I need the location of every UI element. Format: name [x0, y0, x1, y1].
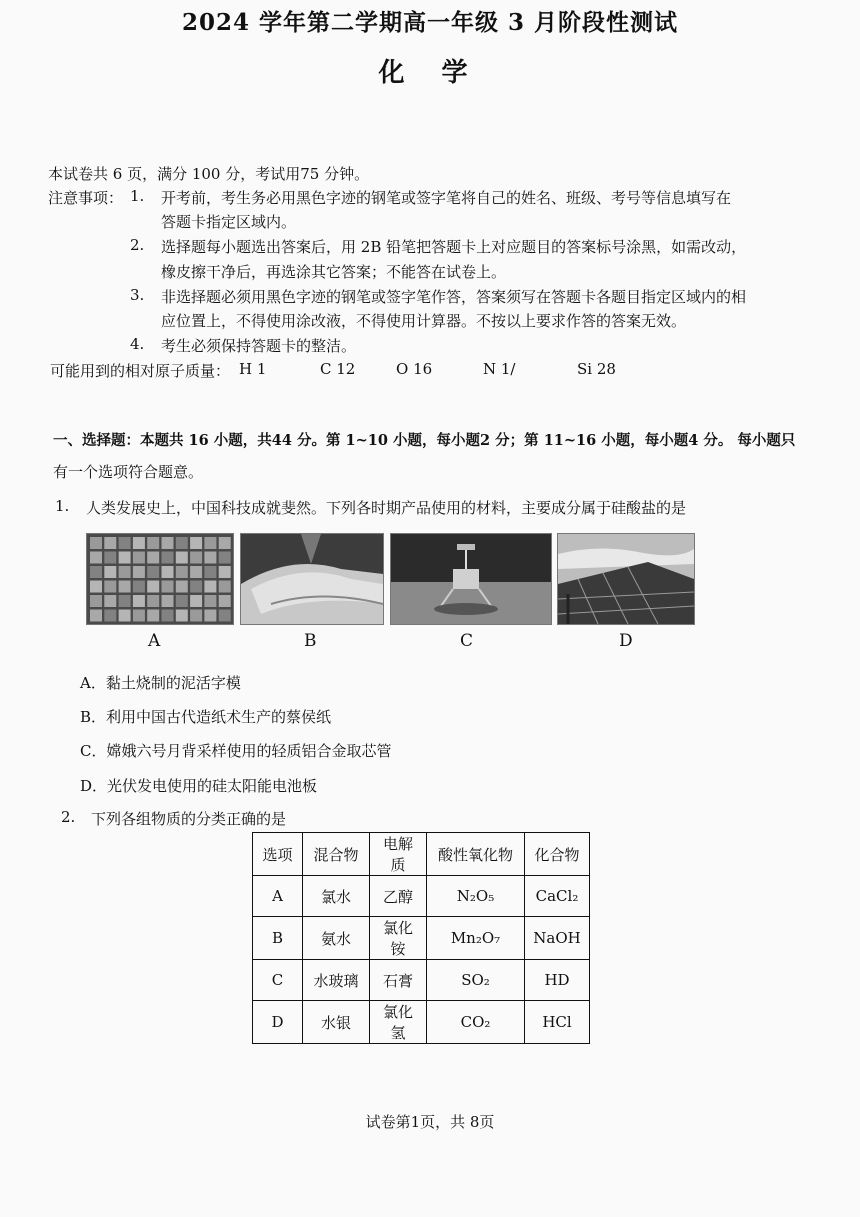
table-header-cell: 选项: [253, 833, 303, 876]
table-cell: CaCl₂: [525, 876, 590, 917]
table-cell: N₂O₅: [427, 876, 525, 917]
notice-1-line2: 答题卡指定区域内。: [161, 213, 297, 231]
notice-3-line2: 应位置上，不得使用涂改液，不得使用计算器。不按以上要求作答的答案无效。: [161, 312, 687, 330]
classification-table: [252, 832, 590, 1044]
table-cell: NaOH: [525, 917, 590, 960]
table-header-cell: 电解质: [370, 833, 427, 876]
notice-4-line1: 考生必须保持答题卡的整洁。: [161, 337, 357, 355]
q1-stem: 人类发展史上，中国科技成就斐然。下列各时期产品使用的材料，主要成分属于硅酸盐的是: [86, 499, 687, 517]
section-1-heading-cont: 有一个选项符合题意。: [53, 463, 204, 481]
table-cell: SO₂: [427, 960, 525, 1001]
table-cell: D: [253, 1001, 303, 1044]
paper-photo: [240, 533, 384, 625]
table-cell: 石膏: [370, 960, 427, 1001]
q2-number: 2.: [61, 808, 76, 826]
q1-option-d: D．光伏发电使用的硅太阳能电池板: [80, 777, 318, 795]
q1-option-a: A．黏土烧制的泥活字模: [80, 674, 241, 692]
notice-2-line2: 橡皮擦干净后，再选涂其它答案；不能答在试卷上。: [161, 263, 507, 281]
atomic-mass-c: C 12: [320, 360, 356, 378]
table-row: [253, 1001, 590, 1044]
table-cell: 乙醇: [370, 876, 427, 917]
q1-number: 1.: [55, 497, 70, 515]
solar-panel-photo: [557, 533, 695, 625]
table-cell: C: [253, 960, 303, 1001]
atomic-mass-label: 可能用到的相对原子质量：: [50, 362, 231, 380]
table-cell: A: [253, 876, 303, 917]
image-label-d: D: [619, 631, 633, 651]
notice-3-line1: 非选择题必须用黑色字迹的钢笔或签字笔作答，答案须写在答题卡各题目指定区域内的相: [161, 288, 747, 306]
image-label-b: B: [304, 631, 317, 651]
atomic-mass-si: Si 28: [577, 360, 616, 378]
table-cell: 氯化铵: [370, 917, 427, 960]
table-cell: 水玻璃: [303, 960, 370, 1001]
notice-label: 注意事项：: [48, 189, 124, 207]
table-cell: 氯水: [303, 876, 370, 917]
table-row: [253, 917, 590, 960]
atomic-mass-h: H 1: [239, 360, 267, 378]
table-header-cell: 混合物: [303, 833, 370, 876]
subject-title: 化 学: [378, 58, 482, 88]
table-header-cell: 酸性氧化物: [427, 833, 525, 876]
q2-stem: 下列各组物质的分类正确的是: [91, 810, 287, 828]
atomic-mass-o: O 16: [396, 360, 433, 378]
table-cell: B: [253, 917, 303, 960]
table-cell: HD: [525, 960, 590, 1001]
table-cell: 氯化氢: [370, 1001, 427, 1044]
section-1-heading: 一、选择题：本题共 16 小题，共44 分。第 1~10 小题，每小题2 分；第 11~16 小题，每小题4 分。 每小题只: [53, 432, 796, 449]
exam-intro: 本试卷共 6 页，满分 100 分，考试用75 分钟。: [48, 165, 370, 183]
lunar-lander-photo: [390, 533, 552, 625]
q1-option-b: B．利用中国古代造纸术生产的蔡侯纸: [80, 708, 332, 726]
movable-type-photo: [86, 533, 234, 625]
atomic-mass-n: N 1/: [483, 360, 516, 378]
image-label-c: C: [460, 631, 474, 651]
table-cell: CO₂: [427, 1001, 525, 1044]
notice-1-line1: 开考前，考生务必用黑色字迹的钢笔或签字笔将自己的姓名、班级、考号等信息填写在: [161, 189, 732, 207]
notice-4-num: 4.: [130, 335, 145, 353]
image-label-a: A: [148, 631, 161, 651]
table-cell: 氨水: [303, 917, 370, 960]
notice-3-num: 3.: [130, 286, 145, 304]
notice-2-num: 2.: [130, 236, 145, 254]
table-header-row: [253, 833, 590, 876]
table-header-cell: 化合物: [525, 833, 590, 876]
page-footer: 试卷第1页，共 8页: [365, 1113, 495, 1131]
notice-2-line1: 选择题每小题选出答案后，用 2B 铅笔把答题卡上对应题目的答案标号涂黑，如需改动，: [161, 238, 747, 256]
table-row: [253, 960, 590, 1001]
table-cell: HCl: [525, 1001, 590, 1044]
table-cell: 水银: [303, 1001, 370, 1044]
table-cell: Mn₂O₇: [427, 917, 525, 960]
table-row: [253, 876, 590, 917]
q1-option-c: C．嫦娥六号月背采样使用的轻质铝合金取芯管: [80, 742, 392, 760]
exam-title: 2024 学年第二学期高一年级 3 月阶段性测试: [181, 9, 679, 36]
notice-1-num: 1.: [130, 187, 145, 205]
